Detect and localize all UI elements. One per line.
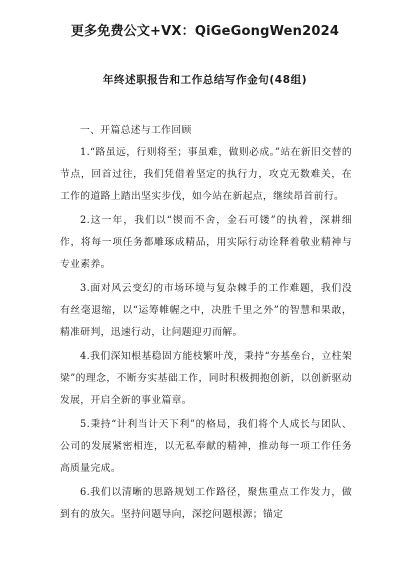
- paragraph-4: 4.我们深知根基稳固方能枝繁叶茂，秉持“夯基垒台，立柱架梁”的理念，不断夯实基础工作，同时积极拥抱创新，以创新驱动发展，开启全新的事业篇章。: [60, 351, 352, 406]
- header-note: 更多免费公文+VX：QiGeGongWen2024: [70, 24, 340, 39]
- paragraph-6: 6.我们以清晰的思路规划工作路径，聚焦重点工作发力，做到有的放矢。坚持问题导向，深挖问题根源；锚定: [60, 487, 352, 520]
- document-title: 年终述职报告和工作总结写作金句(48组): [102, 74, 308, 86]
- paragraph-2: 2.这一年，我们以“锲而不舍，金石可镂”的执着，深耕细作，将每一项任务都雕琢成精品，用实际行动诠释着敬业精神与专业素养。: [60, 215, 352, 270]
- paragraph-1: 1.“路虽远，行则将至；事虽难，做则必成。”站在新旧交替的节点，回首过往，我们凭借着坚定的执行力，攻克无数难关，在工作的道路上踏出坚实步伐，如今站在新起点，继续昂首前行。: [60, 147, 352, 202]
- document-body: [60, 120, 352, 528]
- paragraph-5: 5.秉持“计利当计天下利”的格局，我们将个人成长与团队、公司的发展紧密相连，以无私奉献的精神，推动每一项工作任务高质量完成。: [60, 419, 352, 474]
- paragraph-3: 3.面对风云变幻的市场环境与复杂棘手的工作难题，我们没有丝毫退缩，以“运筹帷幄之中，决胜千里之外”的智慧和果敢，精准研判，迅速行动，让问题迎刃而解。: [60, 283, 352, 338]
- section-heading: 一、开篇总述与工作回顾: [80, 125, 192, 136]
